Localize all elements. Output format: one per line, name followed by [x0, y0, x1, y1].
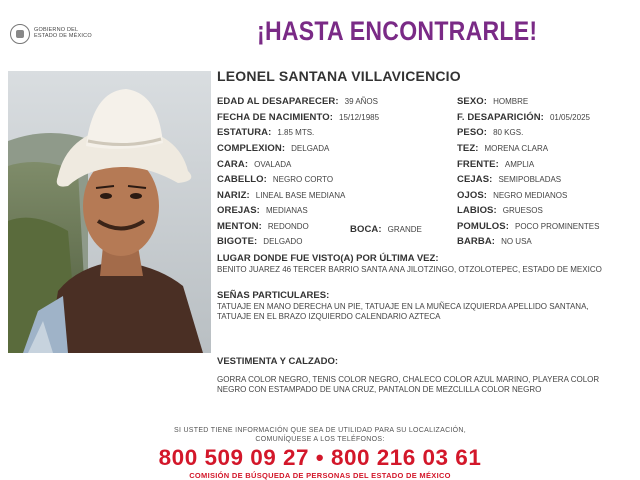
- field-value: GRANDE: [387, 225, 422, 234]
- field-value: AMPLIA: [504, 160, 535, 169]
- field-frente: [457, 159, 534, 170]
- field-label: FRENTE:: [457, 159, 499, 170]
- field-orejas: [217, 205, 308, 216]
- field-value: 15/12/1985: [339, 113, 380, 122]
- field-label: COMPLEXION:: [217, 143, 286, 154]
- field-value: REDONDO: [267, 222, 309, 231]
- field-label: BARBA:: [457, 236, 496, 247]
- clothing-text: GORRA COLOR NEGRO, TENIS COLOR NEGRO, CHALECO COLOR AZUL MARINO, PLAYERA COLOR NEGRO CON ESTAMPADO DE UNA CRUZ, PANTALON DE MEZCLILLA COLOR NEGRO: [217, 375, 600, 394]
- field-label: CARA:: [217, 159, 249, 170]
- field-label: MENTON:: [217, 221, 262, 232]
- field-nariz: [217, 190, 345, 201]
- phone-numbers: 800 509 09 27 • 800 216 03 61: [158, 445, 482, 470]
- field-label: BIGOTE:: [217, 236, 258, 247]
- field-value: NO USA: [501, 237, 532, 246]
- field-nacimiento: [217, 112, 379, 123]
- gov-line-2: ESTADO DE MÉXICO: [34, 33, 92, 39]
- field-label: TEZ:: [457, 143, 479, 154]
- headline: ¡HASTA ENCONTRARLE!: [257, 16, 538, 46]
- field-desaparicion: [457, 112, 590, 123]
- field-value: NEGRO MEDIANOS: [493, 191, 568, 200]
- field-sexo: [457, 96, 528, 107]
- field-label: OREJAS:: [217, 205, 260, 216]
- field-label: SEXO:: [457, 96, 488, 107]
- field-boca: [350, 224, 422, 235]
- field-label: OJOS:: [457, 190, 488, 201]
- field-label: CABELLO:: [217, 174, 267, 185]
- field-peso: [457, 127, 523, 138]
- field-value: LINEAL BASE MEDIANA: [255, 191, 346, 200]
- clothing-label: VESTIMENTA Y CALZADO:: [217, 356, 339, 367]
- field-value: NEGRO CORTO: [272, 175, 334, 184]
- last-seen-text: BENITO JUAREZ 46 TERCER BARRIO SANTA ANA JILOTZINGO, OTZOLOTEPEC, ESTADO DE MEXICO: [217, 265, 602, 274]
- field-labios: [457, 205, 543, 216]
- field-value: HOMBRE: [493, 97, 529, 106]
- field-pomulos: [457, 221, 599, 232]
- field-estatura: [217, 127, 314, 138]
- field-label: ESTATURA:: [217, 127, 272, 138]
- state-seal-icon: [10, 24, 30, 44]
- footer-note-line-1: SI USTED TIENE INFORMACIÓN QUE SEA DE UTILIDAD PARA SU LOCALIZACIÓN,: [173, 427, 467, 434]
- field-cejas: [457, 174, 561, 185]
- field-value: DELGADO: [263, 237, 303, 246]
- person-name: LEONEL SANTANA VILLAVICENCIO: [217, 68, 461, 84]
- field-cabello: [217, 174, 333, 185]
- field-tez: [457, 143, 548, 154]
- field-menton: [217, 221, 309, 232]
- field-cara: [217, 159, 291, 170]
- government-name: [34, 27, 92, 39]
- field-value: DELGADA: [291, 144, 330, 153]
- field-value: 80 KGS.: [493, 128, 524, 137]
- marks-text: TATUAJE EN MANO DERECHA UN PIE, TATUAJE EN LA MUÑECA IZQUIERDA APELLIDO SANTANA, TATUAJE EN EL BRAZO IZQUIERDO CALENDARIO AZTECA: [217, 302, 589, 321]
- footer-note-line-2: COMUNÍQUESE A LOS TELÉFONOS:: [255, 436, 385, 443]
- field-label: CEJAS:: [457, 174, 493, 185]
- field-label: NARIZ:: [217, 190, 250, 201]
- government-logo: [10, 24, 120, 46]
- field-label: PESO:: [457, 127, 488, 138]
- field-ojos: [457, 190, 567, 201]
- field-value: OVALADA: [254, 160, 292, 169]
- field-label: FECHA DE NACIMIENTO:: [217, 112, 333, 123]
- field-label: EDAD AL DESAPARECER:: [217, 96, 339, 107]
- last-seen-label: LUGAR DONDE FUE VISTO(A) POR ÚLTIMA VEZ:: [217, 253, 439, 264]
- field-value: POCO PROMINENTES: [515, 222, 600, 231]
- field-complexion: [217, 143, 329, 154]
- field-value: 39 AÑOS: [344, 97, 378, 106]
- field-label: BOCA:: [350, 224, 382, 235]
- missing-person-photo: [8, 71, 211, 353]
- field-bigote: [217, 236, 302, 247]
- field-edad: [217, 96, 378, 107]
- marks-label: SEÑAS PARTICULARES:: [217, 290, 330, 301]
- field-label: LABIOS:: [457, 205, 497, 216]
- field-value: GRUESOS: [502, 206, 543, 215]
- field-label: POMULOS:: [457, 221, 509, 232]
- field-value: 01/05/2025: [549, 113, 590, 122]
- field-barba: [457, 236, 532, 247]
- gov-line-1: GOBIERNO DEL: [34, 27, 79, 33]
- field-value: MORENA CLARA: [484, 144, 549, 153]
- field-value: SEMIPOBLADAS: [498, 175, 562, 184]
- field-label: F. DESAPARICIÓN:: [457, 112, 544, 123]
- commission-name: COMISIÓN DE BÚSQUEDA DE PERSONAS DEL ESTADO DE MÉXICO: [189, 471, 451, 480]
- field-value: MEDIANAS: [265, 206, 308, 215]
- field-value: 1.85 MTS.: [277, 128, 315, 137]
